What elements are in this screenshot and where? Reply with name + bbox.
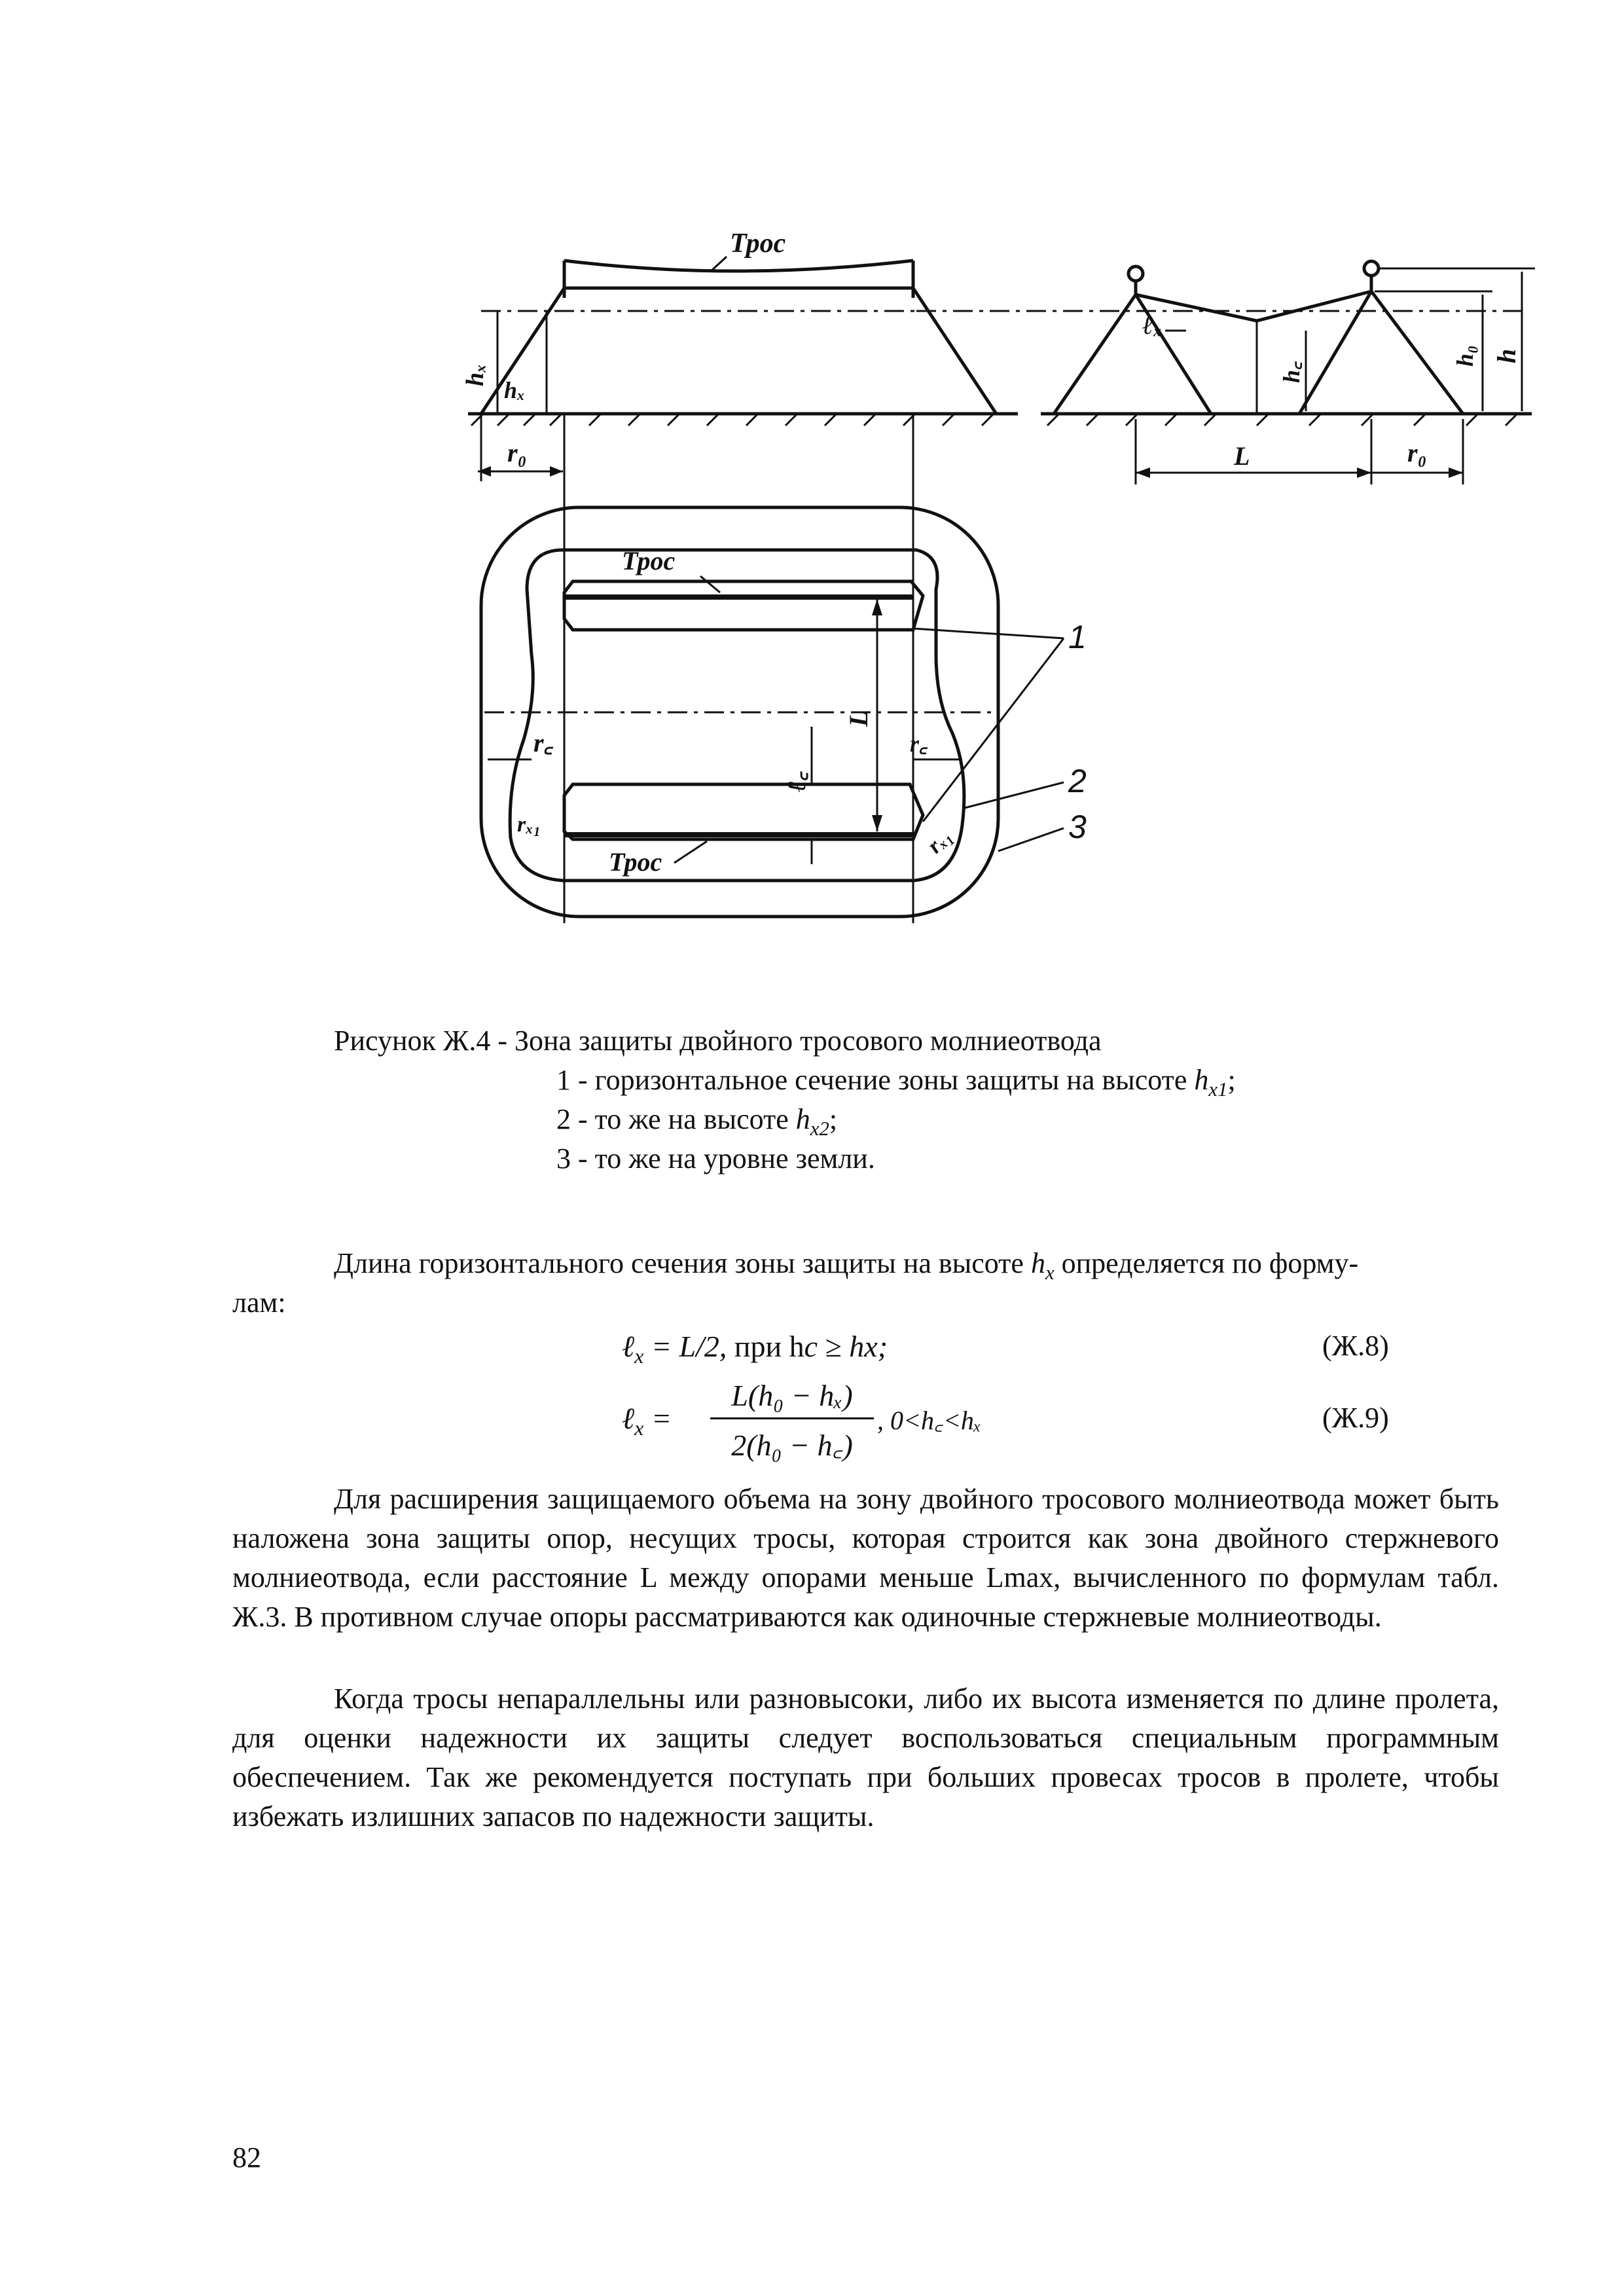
figure-caption-item-2: 2 - то же на высоте $h_{x2}$; (556, 1103, 838, 1140)
label-r0-left: r₀ (507, 438, 527, 467)
zone-slope-right (913, 288, 996, 414)
figure-caption-title: Рисунок Ж.4 - Зона защиты двойного тросового молниеотвода (334, 1025, 1102, 1057)
ground-hatch-left (471, 414, 994, 426)
paragraph-1: Длина горизонтального сечения зоны защиты на высоте $h_x$ определяется по форму- (334, 1247, 1359, 1284)
label-rx1-left: rₓ₁ (517, 812, 541, 837)
cable-sag-right (1136, 291, 1371, 321)
cable-support-left (1128, 266, 1143, 281)
paragraph-1-line2: лам: (232, 1286, 286, 1319)
label-tros-plan-top: Трос (622, 546, 676, 575)
figure-caption-item-1: 1 - горизонтальное сечение зоны защиты на высоте $h_{x1}$; (556, 1064, 1236, 1101)
protection-zone-figure (0, 0, 1624, 982)
cable-sag-left (564, 261, 913, 271)
label-hx-side: hₓ (461, 363, 489, 386)
paragraph-3: Когда тросы непараллельны или разновысоки, либо их высота изменяется по длине пролета, для оценки надежности их защиты следует воспользоваться специальным программным обеспечением. Так же рекомендуется поступать при больших провесах тросов в пролете, чтобы избежать излишних запасов по надежности защиты. (232, 1683, 1499, 1832)
label-hc: h꜀ (1278, 361, 1305, 383)
equation-9-lhs: ℓ$_x$ = (622, 1402, 672, 1440)
label-h0: h₀ (1452, 345, 1478, 367)
equation-8: ℓ$_x$ = L/2, при hc ≥ hx; (622, 1330, 888, 1368)
label-h: h (1492, 348, 1521, 363)
equation-9-fraction-bar (710, 1417, 874, 1419)
equation-9-numerator: L(h₀ − hₓ) (731, 1379, 853, 1412)
label-lx: ℓₓ (1142, 310, 1163, 340)
equation-9-denominator: 2(h₀ − h꜀) (731, 1429, 853, 1462)
label-L-side: L (1234, 441, 1250, 471)
label-rx1-right: rₓ₁ (922, 824, 957, 858)
callout-2: 2 (1068, 763, 1087, 799)
page-number: 82 (232, 2141, 261, 2174)
paragraph-2: Для расширения защищаемого объема на зону двойного тросового молниеотвода может быть наложена зона защиты опор, несущих тросы, которая строится как зона двойного стержневого молниеотвода, если расстояние L между опорами меньше Lmax, вычисленного по формулам табл. Ж.3. В противном случае опоры рассматриваются как одиночные стержневые молниеотводы. (232, 1483, 1499, 1633)
label-rc-right: r꜀ (910, 731, 928, 757)
figure-caption-item-3: 3 - то же на уровне земли. (556, 1142, 875, 1175)
equation-9-number: (Ж.9) (1322, 1402, 1389, 1434)
equation-9-condition: , 0<h꜀<hₓ (877, 1406, 982, 1435)
label-tros-plan-bottom: Трос (609, 847, 662, 877)
label-tros-side: Трос (730, 228, 786, 259)
callout-3: 3 (1068, 809, 1087, 845)
label-L-plan: L (844, 710, 873, 727)
label-r0-right: r₀ (1407, 438, 1427, 467)
cable-support-right (1364, 261, 1379, 276)
label-hx-small: hₓ (504, 377, 526, 403)
callout-1: 1 (1068, 619, 1087, 655)
label-lc: ℓ꜀ (782, 772, 811, 792)
equation-8-number: (Ж.8) (1322, 1330, 1389, 1362)
label-rc-left: r꜀ (533, 728, 553, 757)
zone-outline-hx1 (564, 581, 923, 630)
